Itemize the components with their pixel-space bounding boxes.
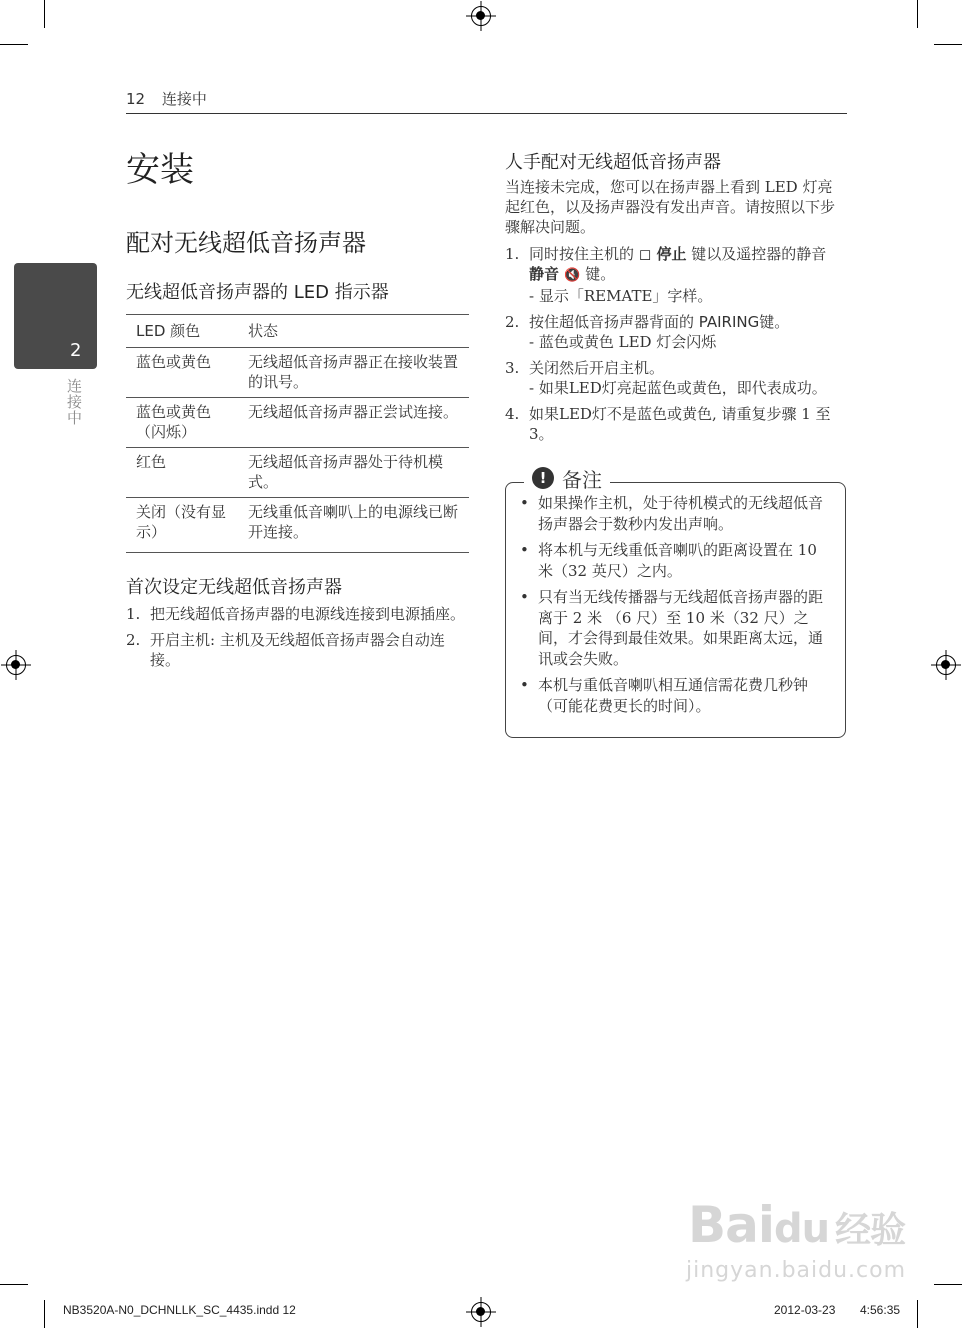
note-label: 备注 [562, 467, 602, 492]
column-header: 状态 [248, 322, 279, 340]
registration-mark-icon [471, 1302, 491, 1322]
running-header [126, 88, 207, 109]
stop-icon: ◻ [638, 245, 652, 263]
step-subnote: - 蓝色或黄色 LED 灯会闪烁 [529, 333, 717, 351]
crop-mark [0, 44, 28, 45]
manual-pair-heading: 人手配对无线超低音扬声器 [505, 152, 721, 173]
led-table [126, 314, 469, 553]
watermark-logo [688, 1196, 905, 1254]
step-number: 4. [505, 405, 520, 423]
list-item [505, 358, 846, 398]
watermark-brand: Bai [688, 1196, 774, 1254]
watermark-url: jingyan.baidu.com [686, 1258, 907, 1283]
table-header-row [126, 315, 469, 348]
table-row [126, 448, 469, 498]
registration-mark-icon [471, 6, 491, 26]
footer-time: 4:56:35 [860, 1303, 901, 1317]
crop-mark [934, 44, 962, 45]
crop-mark [934, 1284, 962, 1285]
chapter-number: 2 [70, 340, 82, 361]
list-item: • 将本机与无线重低音喇叭的距离设置在 10 米（32 英尺）之内。 [518, 540, 828, 581]
crop-mark [917, 1300, 918, 1328]
crop-mark [917, 0, 918, 28]
led-heading: 无线超低音扬声器的 LED 指示器 [126, 282, 389, 303]
registration-mark-icon [6, 655, 26, 675]
header-section: 连接中 [161, 90, 207, 108]
step-subnote: - 显示「REMATE」字样。 [529, 287, 713, 305]
step-subnote: - 如果LED灯亮起蓝色或黄色，即代表成功。 [529, 379, 827, 397]
stop-key-label: 停止 [651, 245, 687, 263]
page-number: 12 [126, 90, 146, 108]
step-number: 2. [505, 313, 520, 331]
note-list [518, 493, 828, 722]
list-item [505, 404, 846, 444]
header-rule [126, 113, 847, 114]
chapter-label: 连接中 [65, 378, 83, 426]
list-item [505, 312, 846, 352]
first-setup-steps [126, 604, 469, 676]
table-cell: 无线超低音扬声器正尝试连接。 [248, 403, 459, 421]
page-title: 安装 [126, 150, 194, 190]
footer-date: 2012-03-23 [774, 1303, 836, 1317]
step-text: 开启主机: 主机及无线超低音扬声器会自动连接。 [150, 631, 445, 669]
list-item: • 如果操作主机，处于待机模式的无线超低音扬声器会于数秒内发出声响。 [518, 493, 828, 534]
list-item: • 本机与重低音喇叭相互通信需花费几秒钟（可能花费更长的时间）。 [518, 675, 828, 716]
table-cell: 红色 [136, 453, 167, 471]
manual-pair-steps [505, 244, 846, 450]
crop-mark [44, 1300, 45, 1328]
step-text: 同时按住主机的 [529, 245, 639, 263]
step-number: 3. [505, 359, 520, 377]
step-number: 1. [505, 245, 520, 263]
watermark-cn: 经验 [835, 1210, 906, 1251]
table-cell: 蓝色或黄色 [136, 353, 212, 371]
crop-mark [44, 0, 45, 28]
pairing-key-label: PAIRING [698, 313, 760, 331]
step-text: 按住超低音扬声器背面的 [529, 313, 699, 331]
table-cell: 蓝色或黄色（闪烁） [136, 403, 212, 441]
step-number: 2. [126, 631, 141, 649]
mute-key-label: 静音 [529, 265, 565, 283]
table-row [126, 498, 469, 553]
list-item [505, 244, 846, 306]
first-setup-heading: 首次设定无线超低音扬声器 [126, 577, 342, 598]
list-item [126, 630, 469, 670]
table-cell: 无线超低音扬声器处于待机模式。 [248, 453, 444, 491]
footer-file: NB3520A-N0_DCHNLLK_SC_4435.indd 12 [63, 1303, 296, 1317]
table-row [126, 348, 469, 398]
table-cell: 无线重低音喇叭上的电源线已断开连接。 [248, 503, 459, 541]
step-text: 把无线超低音扬声器的电源线连接到电源插座。 [150, 605, 466, 623]
section-heading: 配对无线超低音扬声器 [126, 229, 366, 257]
step-text: 键。 [580, 265, 616, 283]
list-item: • 只有当无线传播器与无线超低音扬声器的距离于 2 米 （6 尺）至 10 米（32 尺）之间，才会得到最佳效果。如果距离太远，通讯或会失败。 [518, 587, 828, 669]
manual-pair-intro: 当连接未完成，您可以在扬声器上看到 LED 灯亮起红色，以及扬声器没有发出声音。请按照以下步骤解决问题。 [505, 178, 836, 236]
table-cell: 无线超低音扬声器正在接收装置的讯号。 [248, 353, 459, 391]
crop-mark [0, 1284, 28, 1285]
list-item [126, 604, 469, 624]
step-text: 键。 [759, 313, 790, 331]
watermark-brand-paw: du [774, 1206, 830, 1252]
table-row [126, 398, 469, 448]
table-cell: 关闭（没有显示） [136, 503, 227, 541]
registration-mark-icon [936, 655, 956, 675]
step-number: 1. [126, 605, 141, 623]
mute-icon: 🔇 [564, 268, 581, 283]
exclamation-icon: ! [532, 467, 554, 489]
chapter-tab [14, 263, 97, 369]
step-text: 键以及遥控器的静音 [686, 245, 827, 263]
step-text: 关闭然后开启主机。 [529, 359, 665, 377]
note-title [524, 465, 610, 491]
step-text: 如果LED灯不是蓝色或黄色, 请重复步骤 1 至 3。 [529, 405, 831, 443]
column-header: LED 颜色 [136, 322, 201, 340]
